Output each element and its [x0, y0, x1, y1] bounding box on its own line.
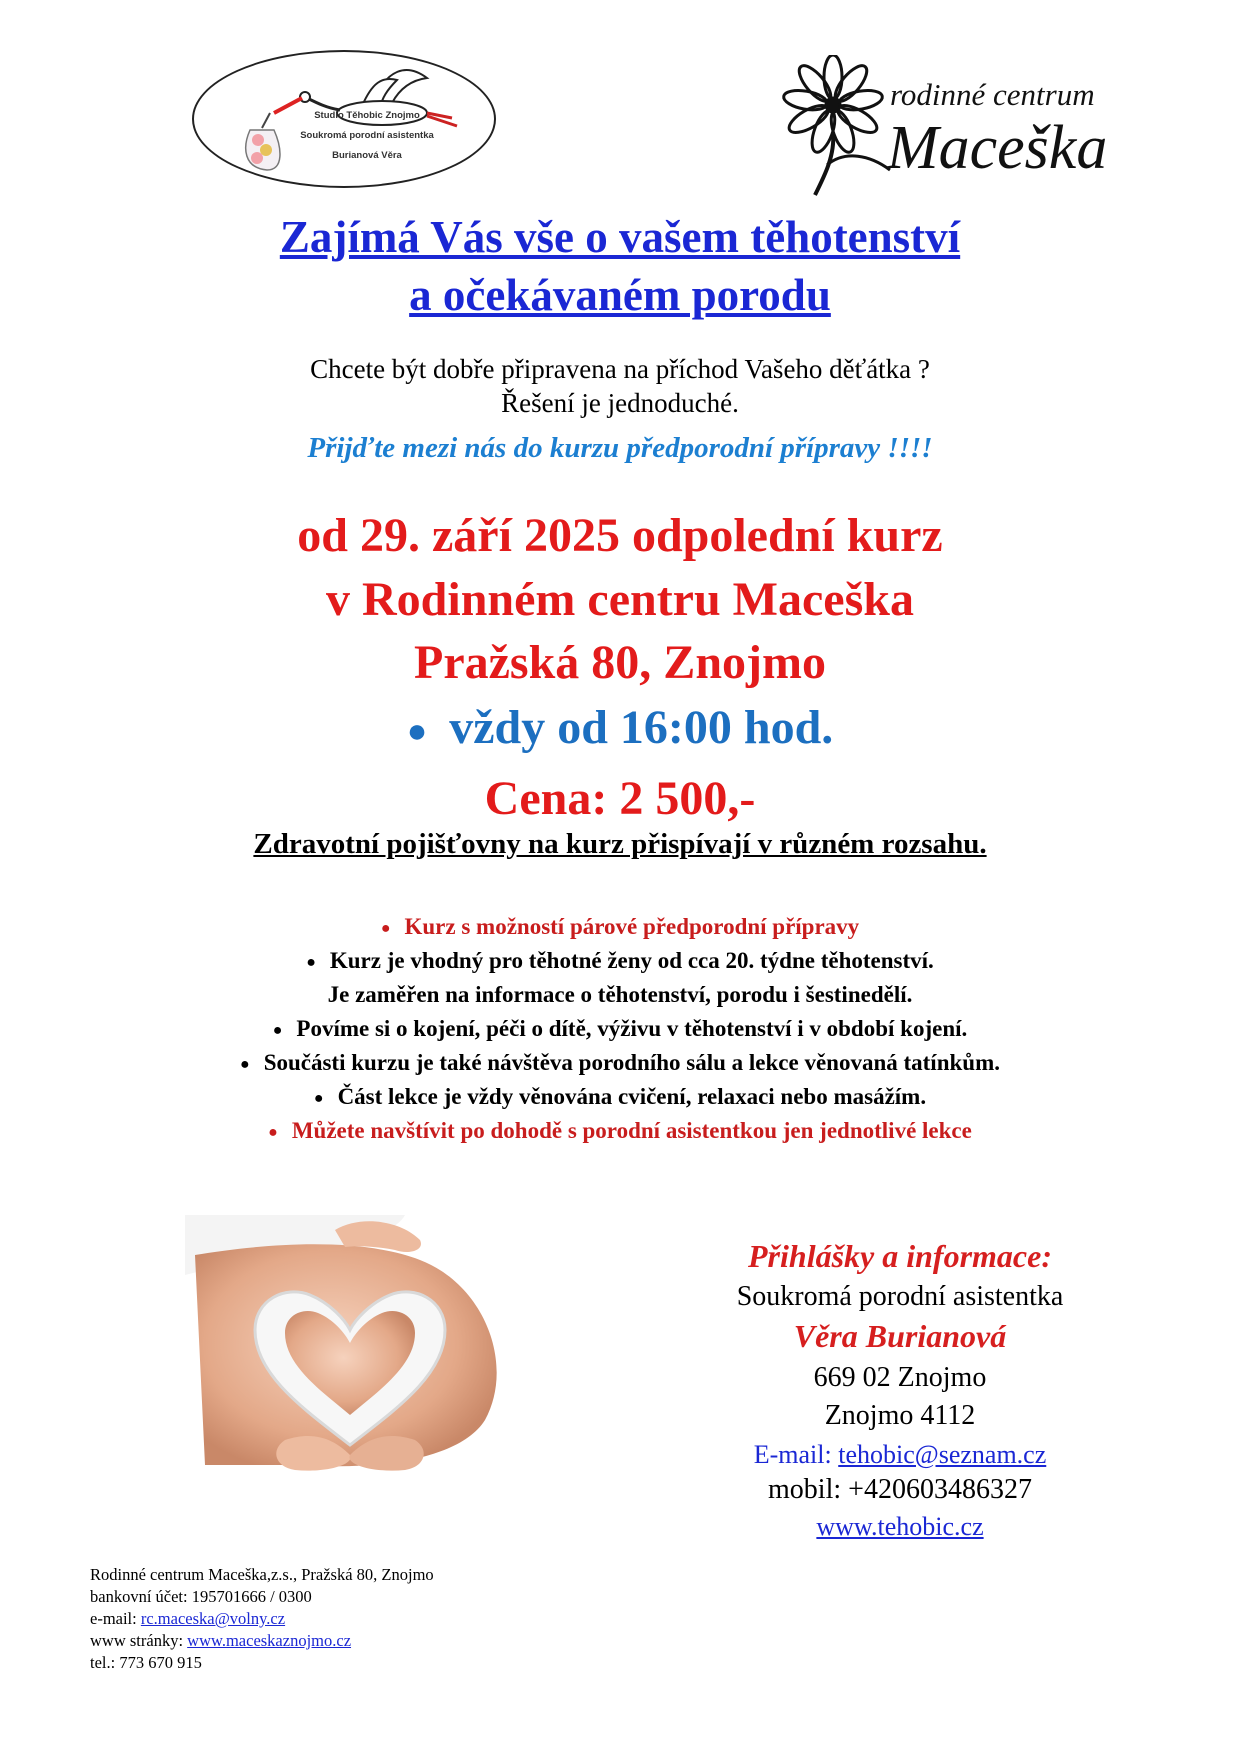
- footer-bank: bankovní účet: 195701666 / 0300: [90, 1587, 312, 1606]
- studio-logo-line3: Burianová Věra: [332, 150, 402, 161]
- maceska-logo-line2: Maceška: [887, 114, 1108, 182]
- intro-line3: Přijďte mezi nás do kurzu předporodní přípravy !!!!: [307, 432, 933, 464]
- bullet-icon: ●: [313, 1089, 324, 1107]
- footer-email-row: [90, 1608, 285, 1630]
- bullet-icon: ●: [272, 1021, 283, 1039]
- pregnant-belly-heart-image: [185, 1215, 515, 1475]
- footer-line1: Rodinné centrum Maceška,z.s., Pražská 80, Znojmo: [90, 1565, 434, 1584]
- bullet-item: ● Kurz je vhodný pro těhotné ženy od cca 20. týdne těhotenství.: [306, 948, 934, 973]
- contact-address1: 669 02 Znojmo: [813, 1362, 987, 1393]
- course-time: [0, 700, 1240, 755]
- studio-logo-line1: Studio Těhobic Znojmo: [314, 110, 420, 121]
- headline-line1: Zajímá Vás vše o vašem těhotenství: [279, 212, 961, 262]
- contact-web-row: [660, 1512, 1140, 1542]
- course-place: v Rodinném centru Maceška: [326, 573, 914, 626]
- course-address: Pražská 80, Znojmo: [414, 636, 826, 689]
- footer-web-row: [90, 1630, 351, 1652]
- bullet-item: ● Součásti kurzu je také návštěva porodního sálu a lekce věnovaná tatínkům.: [240, 1050, 1000, 1075]
- intro-line1: Chcete být dobře připravena na příchod Vašeho děťátka ?: [310, 354, 930, 384]
- contact-email-row: [660, 1440, 1140, 1470]
- course-price: Cena: 2 500,-: [484, 772, 756, 825]
- footer-phone: tel.: 773 670 915: [90, 1653, 202, 1672]
- bullet-icon: ●: [406, 712, 428, 750]
- bullet-item: ● Můžete navštívit po dohodě s porodní asistentkou jen jednotlivé lekce: [268, 1118, 972, 1143]
- contact-email-link[interactable]: tehobic@seznam.cz: [838, 1440, 1047, 1469]
- studio-logo: [192, 50, 498, 190]
- headline-line2: a očekávaném porodu: [409, 270, 831, 320]
- bullet-item: ● Část lekce je vždy věnována cvičení, relaxaci nebo masážím.: [313, 1084, 927, 1109]
- bullet-icon: ●: [380, 919, 391, 937]
- maceska-logo: [775, 55, 1155, 200]
- footer-email-link[interactable]: rc.maceska@volny.cz: [140, 1609, 286, 1628]
- intro-line2: Řešení je jednoduché.: [501, 388, 739, 418]
- bullet-icon: ●: [306, 953, 316, 971]
- bullet-item-continuation: Je zaměřen na informace o těhotenství, porodu i šestinedělí.: [327, 982, 913, 1007]
- contact-heading: Přihlášky a informace:: [748, 1238, 1052, 1274]
- contact-name: Věra Burianová: [793, 1318, 1007, 1354]
- bullet-icon: ●: [268, 1123, 278, 1141]
- footer-email-label: e-mail:: [90, 1609, 141, 1628]
- contact-email-label: E-mail:: [753, 1440, 839, 1469]
- course-time-text: vždy od 16:00 hod.: [449, 701, 834, 754]
- insurance-note: Zdravotní pojišťovny na kurz přispívají v různém rozsahu.: [253, 828, 987, 860]
- studio-logo-line2: Soukromá porodní asistentka: [300, 130, 434, 141]
- maceska-logo-line1: rodinné centrum: [890, 77, 1095, 112]
- footer-web-label: www stránky:: [90, 1631, 188, 1650]
- bullet-item: ● Kurz s možností párové předporodní přípravy: [380, 914, 860, 939]
- contact-role: Soukromá porodní asistentka: [736, 1281, 1064, 1312]
- contact-mobile: mobil: +420603486327: [768, 1474, 1032, 1505]
- bullet-item: ● Povíme si o kojení, péči o dítě, výživu v těhotenství i v období kojení.: [272, 1016, 968, 1041]
- contact-web-link[interactable]: www.tehobic.cz: [816, 1512, 984, 1541]
- contact-address2: Znojmo 4112: [824, 1400, 976, 1431]
- footer-web-link[interactable]: www.maceskaznojmo.cz: [187, 1631, 352, 1650]
- bullet-icon: ●: [240, 1055, 250, 1073]
- course-date: od 29. září 2025 odpolední kurz: [297, 509, 943, 562]
